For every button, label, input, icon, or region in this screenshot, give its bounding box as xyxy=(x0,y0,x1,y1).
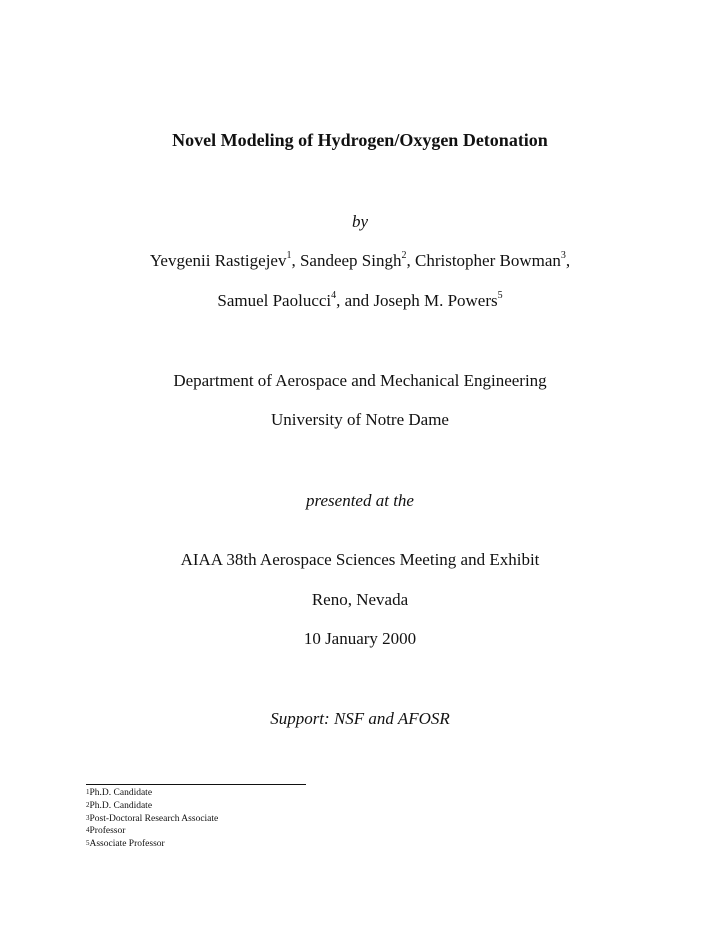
footnote-text: Post-Doctoral Research Associate xyxy=(89,813,219,824)
department: Department of Aerospace and Mechanical Engineering xyxy=(173,371,547,390)
footnotes xyxy=(86,787,218,851)
author-separator: , and xyxy=(336,291,374,310)
authors-line-1 xyxy=(0,250,720,272)
footnote-text: Professor xyxy=(89,826,126,837)
footnote-text: Associate Professor xyxy=(89,839,165,850)
author-footnote-mark: 2 xyxy=(401,250,407,262)
footnote-mark: 3 xyxy=(86,813,90,822)
footnote xyxy=(86,838,218,851)
author-footnote-mark: 5 xyxy=(497,290,503,302)
footnote xyxy=(86,800,218,813)
footnote xyxy=(86,825,218,838)
by-label: by xyxy=(351,212,369,231)
author-name: Yevgenii Rastigejev xyxy=(149,251,287,270)
author-separator: , xyxy=(565,251,571,270)
paper-title: Novel Modeling of Hydrogen/Oxygen Detonation xyxy=(172,130,548,150)
author-name: Sandeep Singh xyxy=(299,251,402,270)
authors-line-2 xyxy=(0,290,720,312)
author-separator: , xyxy=(291,251,300,270)
author-name: Christopher Bowman xyxy=(415,251,561,270)
footnote-mark: 4 xyxy=(86,826,90,835)
presented-at-label: presented at the xyxy=(306,491,414,510)
author-name: Samuel Paolucci xyxy=(217,291,332,310)
author-name: Joseph M. Powers xyxy=(373,291,498,310)
meeting-location: Reno, Nevada xyxy=(311,590,409,609)
university: University of Notre Dame xyxy=(271,410,449,429)
footnote xyxy=(86,813,218,826)
meeting-date: 10 January 2000 xyxy=(303,629,417,648)
footnote-mark: 2 xyxy=(86,800,90,809)
footnote-mark: 5 xyxy=(86,839,90,848)
author-footnote-mark: 4 xyxy=(331,290,337,302)
author-separator: , xyxy=(406,251,415,270)
author-footnote-mark: 3 xyxy=(560,250,566,262)
footnote-mark: 1 xyxy=(86,788,90,796)
meeting-name: AIAA 38th Aerospace Sciences Meeting and Exhibit xyxy=(180,550,540,569)
support-line: Support: NSF and AFOSR xyxy=(270,709,450,728)
footnote-text: Ph.D. Candidate xyxy=(89,788,153,798)
author-footnote-mark: 1 xyxy=(286,250,292,262)
footnote-rule xyxy=(86,784,306,785)
footnote-text: Ph.D. Candidate xyxy=(89,800,153,811)
footnote xyxy=(86,787,218,800)
